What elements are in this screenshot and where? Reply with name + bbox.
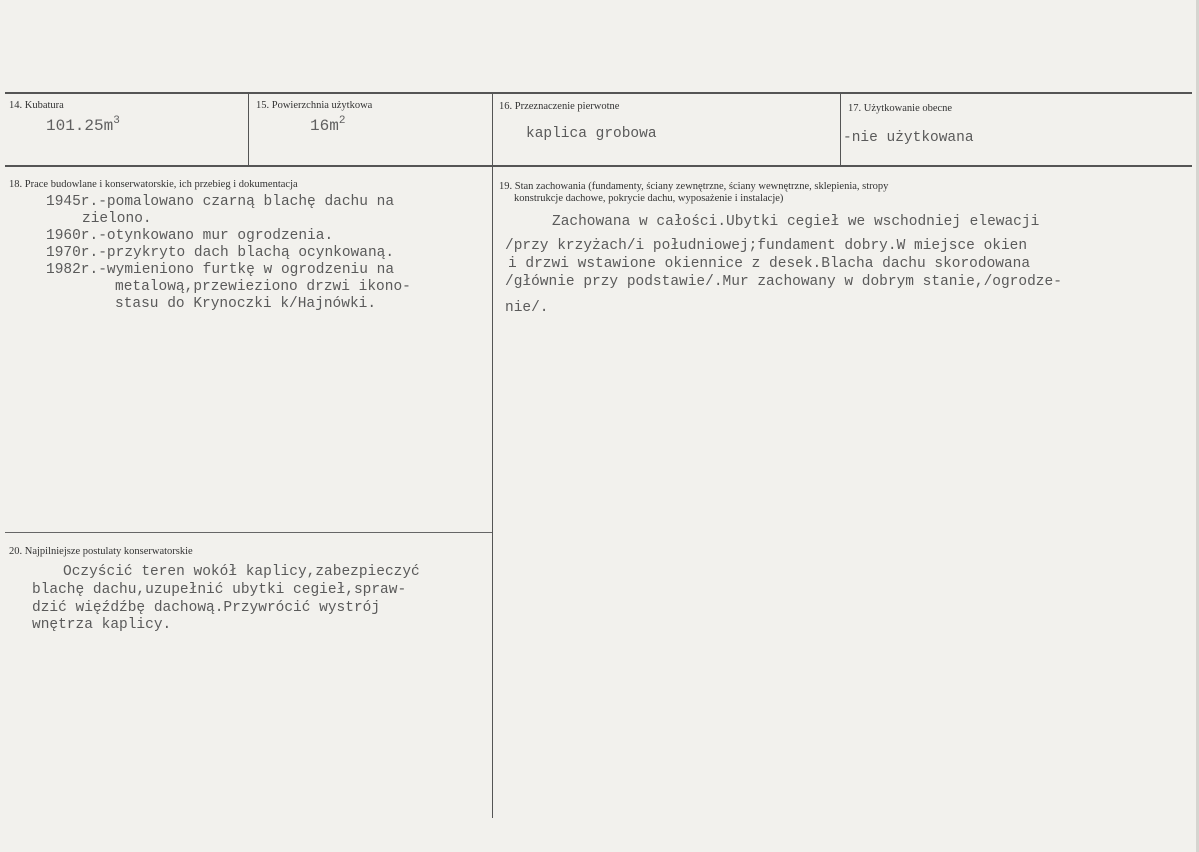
- field-18-line-5: 1982r.-wymieniono furtkę w ogrodzeniu na: [46, 262, 395, 278]
- field-16-label: 16. Przeznaczenie pierwotne: [499, 101, 620, 112]
- field-19-label-line-1: 19. Stan zachowania (fundamenty, ściany zewnętrzne, ściany wewnętrzne, sklepienia, stropy: [499, 181, 889, 192]
- row-divider-1: [5, 165, 1192, 167]
- field-18-label: 18. Prace budowlane i konserwatorskie, ich przebieg i dokumentacja: [9, 179, 298, 190]
- field-20-line-2: blachę dachu,uzupełnić ubytki cegieł,spraw-: [32, 582, 407, 598]
- field-15-label: 15. Powierzchnia użytkowa: [256, 100, 373, 111]
- field-19-line-4: /głównie przy podstawie/.Mur zachowany w dobrym stanie,/ogrodze-: [505, 274, 1062, 290]
- col-divider-3: [840, 93, 841, 166]
- field-15-value: $16m^2$: [310, 115, 346, 135]
- top-rule: [5, 92, 1192, 94]
- field-18-line-1: 1945r.-pomalowano czarną blachę dachu na: [46, 194, 395, 210]
- col-divider-1: [248, 93, 249, 166]
- field-14-value: $101.25m^3$: [46, 115, 120, 135]
- field-17-value: -nie użytkowana: [843, 130, 974, 146]
- row-divider-2: [5, 532, 492, 533]
- field-19-line-1: Zachowana w całości.Ubytki cegieł we wschodniej elewacji: [552, 214, 1040, 230]
- field-14-label: 14. Kubatura: [9, 100, 64, 111]
- field-16-value: kaplica grobowa: [526, 126, 657, 142]
- field-19-line-3: i drzwi wstawione okiennice z desek.Blacha dachu skorodowana: [508, 256, 1031, 272]
- field-19-line-2: /przy krzyżach/i południowej;fundament dobry.W miejsce okien: [505, 238, 1028, 254]
- field-20-line-1: Oczyścić teren wokół kaplicy,zabezpieczyć: [63, 564, 420, 580]
- field-20-line-3: dzić więźdźbę dachową.Przywrócić wystrój: [32, 600, 381, 616]
- col-divider-2: [492, 93, 493, 818]
- field-18-line-3: 1960r.-otynkowano mur ogrodzenia.: [46, 228, 334, 244]
- field-20-label: 20. Najpilniejsze postulaty konserwatorskie: [9, 546, 193, 557]
- field-18-line-4: 1970r.-przykryto dach blachą ocynkowaną.: [46, 245, 395, 261]
- field-19-line-5: nie/.: [505, 300, 549, 316]
- field-20-line-4: wnętrza kaplicy.: [32, 617, 172, 633]
- field-18-line-7: stasu do Krynoczki k/Hajnówki.: [115, 296, 377, 312]
- field-18-line-6: metalową,przewieziono drzwi ikono-: [115, 279, 411, 295]
- field-17-label: 17. Użytkowanie obecne: [848, 103, 953, 114]
- field-18-line-2: zielono.: [82, 211, 152, 227]
- field-19-label-line-2: konstrukcje dachowe, pokrycie dachu, wyposażenie i instalacje): [514, 193, 784, 204]
